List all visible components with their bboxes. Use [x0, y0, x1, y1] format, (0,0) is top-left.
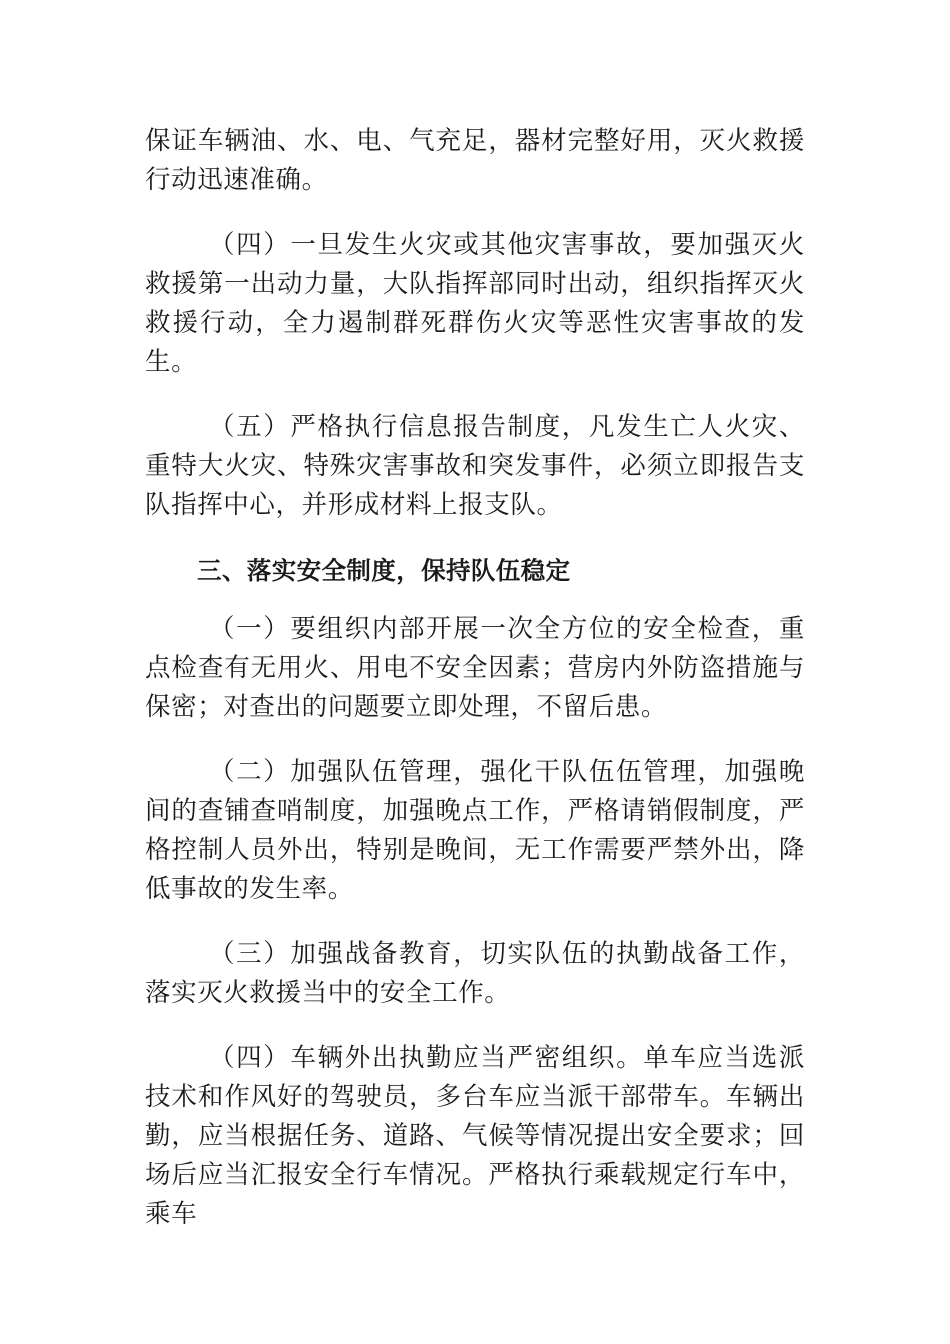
paragraph-item-2-team-management: （二）加强队伍管理，强化干队伍伍管理，加强晚间的查铺查哨制度，加强晚点工作，严格请销假制度，严格控制人员外出，特别是晚间，无工作需要严禁外出，降低事故的发生率。 [145, 757, 805, 904]
paragraph-continued: 保证车辆油、水、电、气充足，器材完整好用，灭火救援行动迅速准确。 [145, 126, 805, 195]
paragraph-item-4-fire-response: （四）一旦发生火灾或其他灾害事故，要加强灭火救援第一出动力量，大队指挥部同时出动，组织指挥灭火救援行动，全力遏制群死群伤火灾等恶性灾害事故的发生。 [145, 230, 805, 377]
paragraph-item-1-safety-check: （一）要组织内部开展一次全方位的安全检查，重点检查有无用火、用电不安全因素；营房内外防盗措施与保密；对查出的问题要立即处理，不留后患。 [145, 614, 805, 722]
section-heading-3: 三、落实安全制度，保持队伍稳定 [197, 556, 571, 585]
paragraph-item-4-vehicle-duty: （四）车辆外出执勤应当严密组织。单车应当选派技术和作风好的驾驶员，多台车应当派干部带车。车辆出勤，应当根据任务、道路、气候等情况提出安全要求；回场后应当汇报安全行车情况。严格执行乘载规定行车中，乘车 [145, 1043, 805, 1229]
paragraph-item-5-info-report: （五）严格执行信息报告制度，凡发生亡人火灾、重特大火灾、特殊灾害事故和突发事件，必须立即报告支队指挥中心，并形成材料上报支队。 [145, 412, 805, 520]
paragraph-item-3-readiness-education: （三）加强战备教育，切实队伍的执勤战备工作，落实灭火救援当中的安全工作。 [145, 939, 805, 1008]
document-page [145, 122, 805, 1260]
